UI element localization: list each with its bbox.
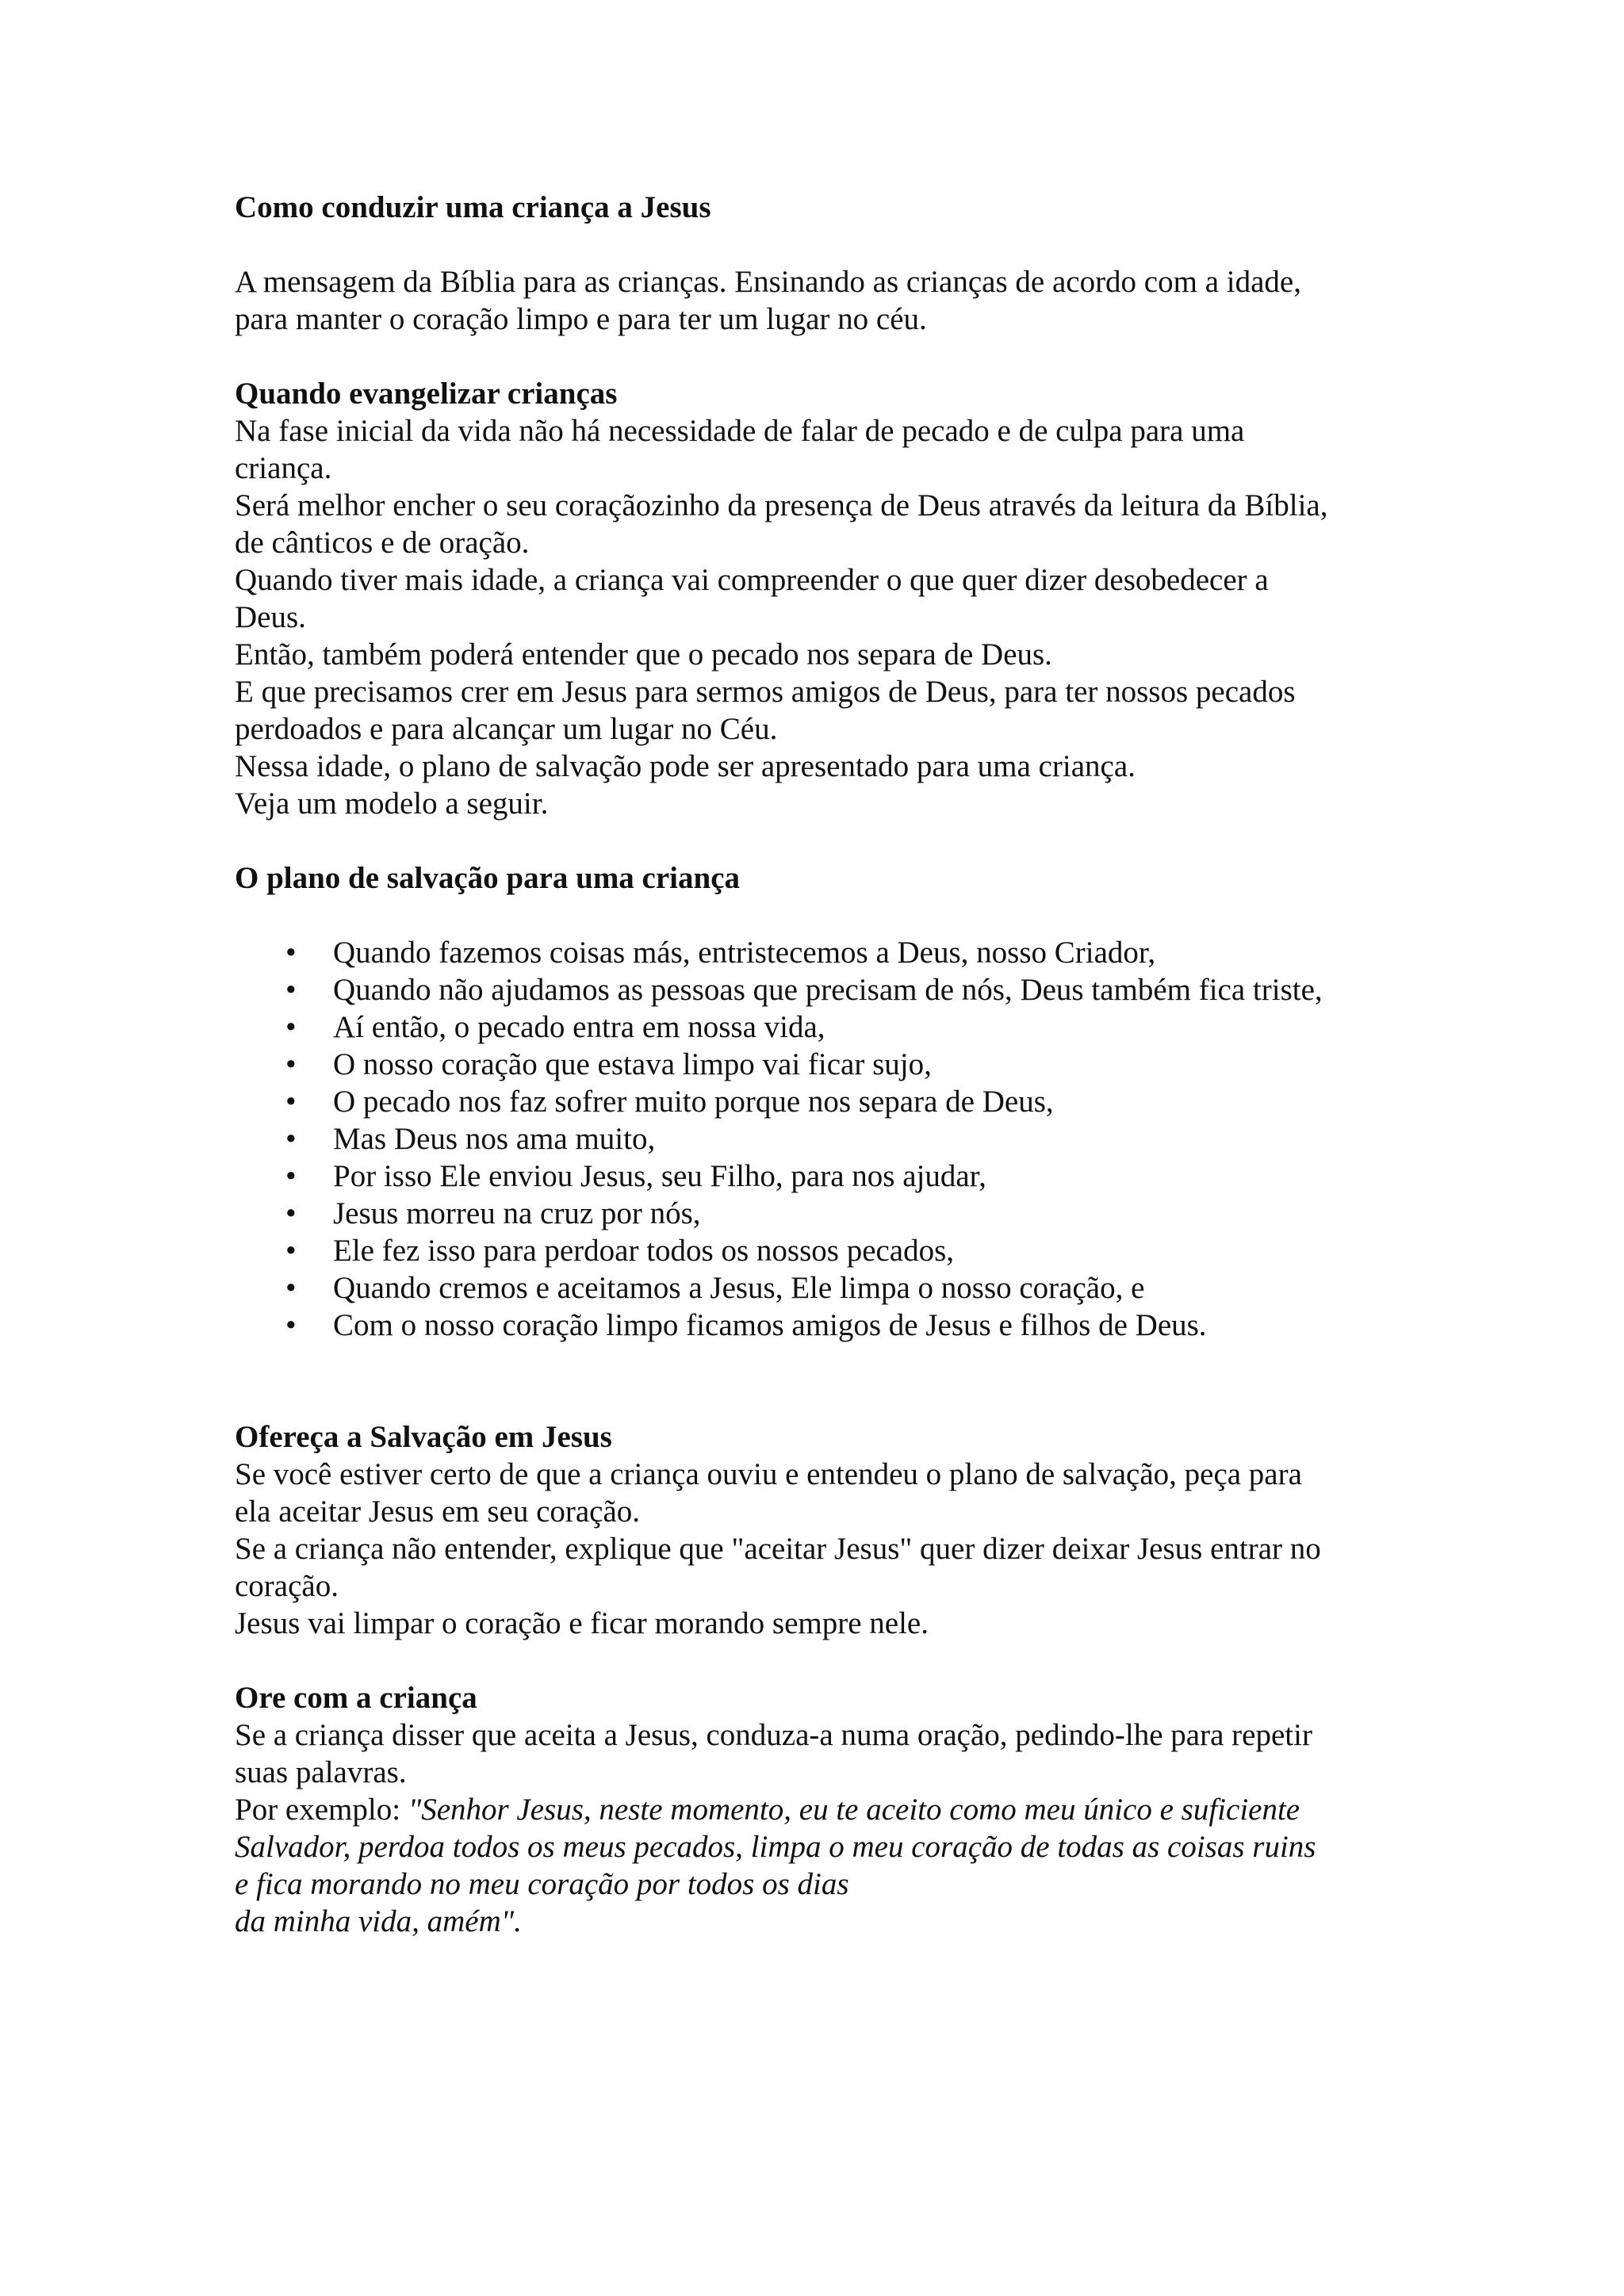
bullet-icon: • [285,1234,297,1268]
prayer-text: Salvador, perdoa todos os meus pecados, limpa o meu coração de todas as coisas ruins [235,1830,1316,1864]
paragraph-line: Se a criança não entender, explique que "aceitar Jesus" quer dizer deixar Jesus entrar no [235,1532,1321,1566]
list-item-text: Ele fez isso para perdoar todos os nossos pecados, [333,1234,955,1268]
list-item-text: Por isso Ele enviou Jesus, seu Filho, para nos ajudar, [333,1159,986,1193]
prayer-text: da minha vida, amém". [235,1904,522,1938]
list-item [235,1269,1424,1307]
paragraph-line: Se você estiver certo de que a criança ouviu e entendeu o plano de salvação, peça para [235,1457,1302,1491]
bullet-icon: • [285,1010,297,1044]
section-offer-salvation [235,1418,1424,1642]
paragraph-line: Deus. [235,600,306,634]
bullet-icon: • [285,1196,297,1230]
paragraph-line: Nessa idade, o plano de salvação pode ser apresentado para uma criança. [235,749,1136,783]
list-item [235,934,1424,971]
paragraph-line: suas palavras. [235,1755,407,1789]
list-item-text: Com o nosso coração limpo ficamos amigos de Jesus e filhos de Deus. [333,1308,1207,1342]
paragraph-line: Então, também poderá entender que o pecado nos separa de Deus. [235,637,1052,672]
prayer-text: "Senhor Jesus, neste momento, eu te aceito como meu único e suficiente [408,1793,1300,1827]
intro-paragraph [235,263,1424,338]
paragraph-line: Se a criança disser que aceita a Jesus, conduza-a numa oração, pedindo-lhe para repetir [235,1718,1312,1752]
list-item [235,1008,1424,1046]
section-heading: Ofereça a Salvação em Jesus [235,1420,612,1454]
list-item-text: Quando não ajudamos as pessoas que precisam de nós, Deus também fica triste, [333,973,1323,1007]
list-item-text: Quando cremos e aceitamos a Jesus, Ele limpa o nosso coração, e [333,1271,1145,1305]
list-item-text: Jesus morreu na cruz por nós, [333,1196,701,1230]
paragraph-line: Quando tiver mais idade, a criança vai compreender o que quer dizer desobedecer a [235,563,1269,597]
prayer-text: e fica morando no meu coração por todos os dias [235,1867,849,1901]
example-label: Por exemplo: [235,1793,408,1827]
bullet-icon: • [285,1159,297,1193]
list-item-text: Quando fazemos coisas más, entristecemos a Deus, nosso Criador, [333,936,1156,970]
document-title: Como conduzir uma criança a Jesus [235,190,711,224]
section-salvation-plan [235,859,1424,1344]
intro-line: A mensagem da Bíblia para as crianças. Ensinando as crianças de acordo com a idade, [235,265,1301,299]
list-item [235,971,1424,1008]
list-item [235,1083,1424,1120]
intro-line: para manter o coração limpo e para ter um lugar no céu. [235,302,927,336]
bullet-icon: • [285,1085,297,1119]
bullet-icon: • [285,1122,297,1156]
list-item [235,1307,1424,1344]
paragraph-line: criança. [235,451,332,485]
paragraph-line: E que precisamos crer em Jesus para sermos amigos de Deus, para ter nossos pecados [235,675,1296,709]
section-heading: Ore com a criança [235,1681,477,1715]
list-item-text: Mas Deus nos ama muito, [333,1122,656,1156]
list-item [235,1158,1424,1195]
paragraph-line: de cânticos e de oração. [235,526,530,560]
document-page [235,189,1424,1940]
paragraph-line: Jesus vai limpar o coração e ficar morando sempre nele. [235,1606,929,1640]
list-item [235,1232,1424,1269]
section-heading: Quando evangelizar crianças [235,377,618,411]
salvation-steps-list [235,934,1424,1344]
paragraph-line: Na fase inicial da vida não há necessidade de falar de pecado e de culpa para uma [235,414,1245,448]
paragraph-line: perdoados e para alcançar um lugar no Céu. [235,712,778,746]
paragraph-line: coração. [235,1569,339,1603]
list-item-text: O pecado nos faz sofrer muito porque nos separa de Deus, [333,1085,1054,1119]
list-item [235,1120,1424,1158]
list-item [235,1195,1424,1232]
list-item-text: Aí então, o pecado entra em nossa vida, [333,1010,825,1044]
bullet-icon: • [285,936,297,970]
section-when-to-evangelize [235,375,1424,822]
prayer-first-line [235,1791,1424,1828]
section-heading: O plano de salvação para uma criança [235,861,741,895]
bullet-icon: • [285,1271,297,1305]
section-pray [235,1679,1424,1940]
bullet-icon: • [285,1308,297,1342]
bullet-icon: • [285,973,297,1007]
bullet-icon: • [285,1047,297,1081]
list-item-text: O nosso coração que estava limpo vai ficar sujo, [333,1047,932,1081]
paragraph-line: ela aceitar Jesus em seu coração. [235,1494,641,1529]
paragraph-line: Será melhor encher o seu coraçãozinho da presença de Deus através da leitura da Bíblia, [235,488,1328,522]
paragraph-line: Veja um modelo a seguir. [235,786,549,821]
list-item [235,1046,1424,1083]
